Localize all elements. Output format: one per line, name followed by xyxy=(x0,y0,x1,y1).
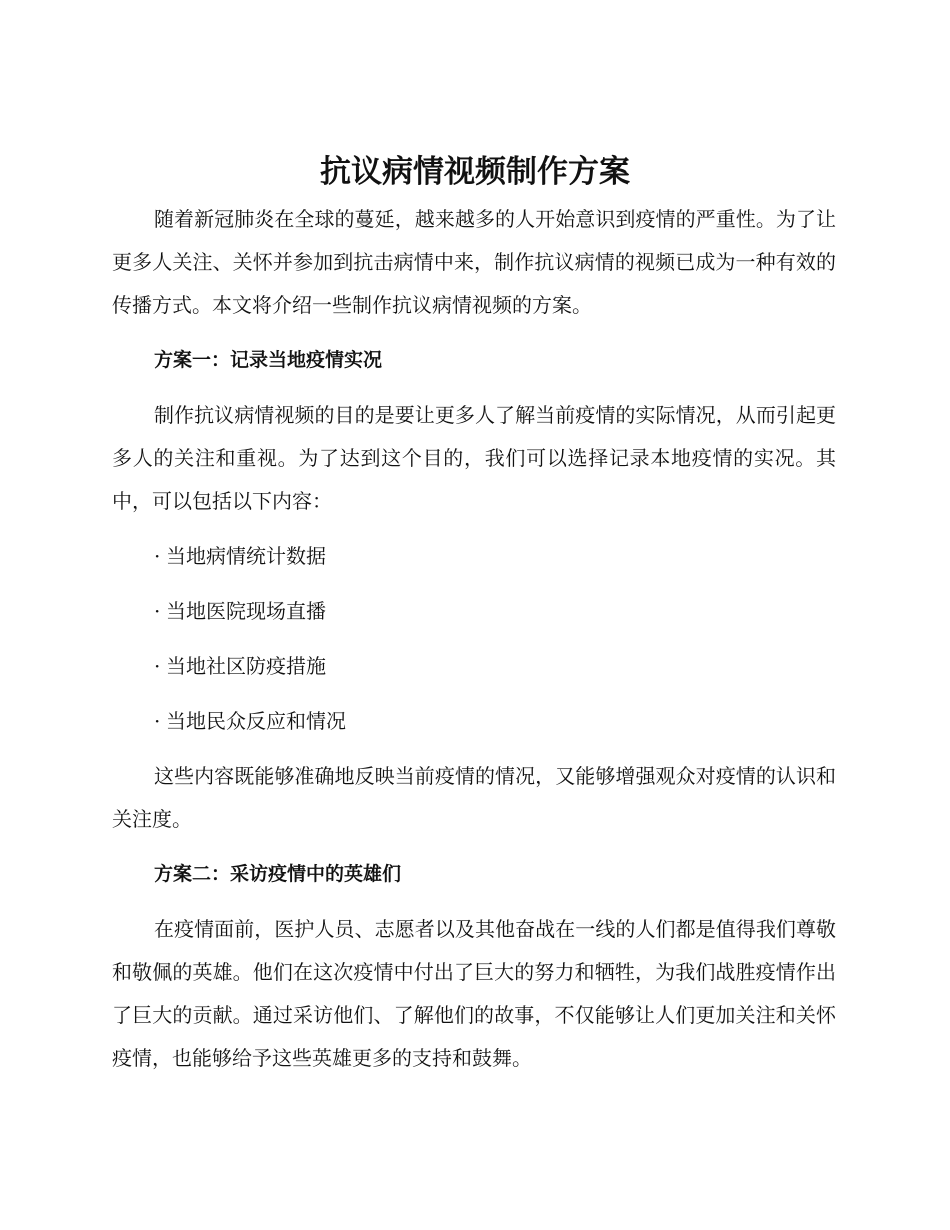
bullet-dot-icon: · xyxy=(154,709,161,733)
bullet-dot-icon: · xyxy=(154,599,161,623)
bullet-dot-icon: · xyxy=(154,544,161,568)
list-item-text: 当地医院现场直播 xyxy=(166,599,326,623)
list-item xyxy=(154,700,836,743)
list-item-text: 当地社区防疫措施 xyxy=(166,654,326,678)
section2-heading: 方案二：采访疫情中的英雄们 xyxy=(154,863,402,885)
document-title: 抗议病情视频制作方案 xyxy=(320,154,630,190)
section1-closing-paragraph: 这些内容既能够准确地反映当前疫情的情况，又能够增强观众对疫情的认识和关注度。 xyxy=(112,764,836,831)
list-item-text: 当地病情统计数据 xyxy=(166,544,326,568)
section1-bullet-list xyxy=(112,535,836,743)
list-item xyxy=(154,590,836,633)
section2-paragraph: 在疫情面前，医护人员、志愿者以及其他奋战在一线的人们都是值得我们尊敬和敬佩的英雄。他们在这次疫情中付出了巨大的努力和牺牲，为我们战胜疫情作出了巨大的贡献。通过采访他们、了解他们的故事，不仅能够让人们更加关注和关怀疫情，也能够给予这些英雄更多的支持和鼓舞。 xyxy=(112,917,836,1070)
section1-paragraph: 制作抗议病情视频的目的是要让更多人了解当前疫情的实际情况，从而引起更多人的关注和重视。为了达到这个目的，我们可以选择记录本地疫情的实况。其中，可以包括以下内容： xyxy=(112,403,836,513)
list-item xyxy=(154,535,836,578)
bullet-dot-icon: · xyxy=(154,654,161,678)
document-body xyxy=(112,198,836,1080)
list-item xyxy=(154,645,836,688)
list-item-text: 当地民众反应和情况 xyxy=(166,709,346,733)
section1-heading: 方案一：记录当地疫情实况 xyxy=(154,349,383,371)
intro-paragraph: 随着新冠肺炎在全球的蔓延，越来越多的人开始意识到疫情的严重性。为了让更多人关注、关怀并参加到抗击病情中来，制作抗议病情的视频已成为一种有效的传播方式。本文将介绍一些制作抗议病情视频的方案。 xyxy=(112,207,836,317)
